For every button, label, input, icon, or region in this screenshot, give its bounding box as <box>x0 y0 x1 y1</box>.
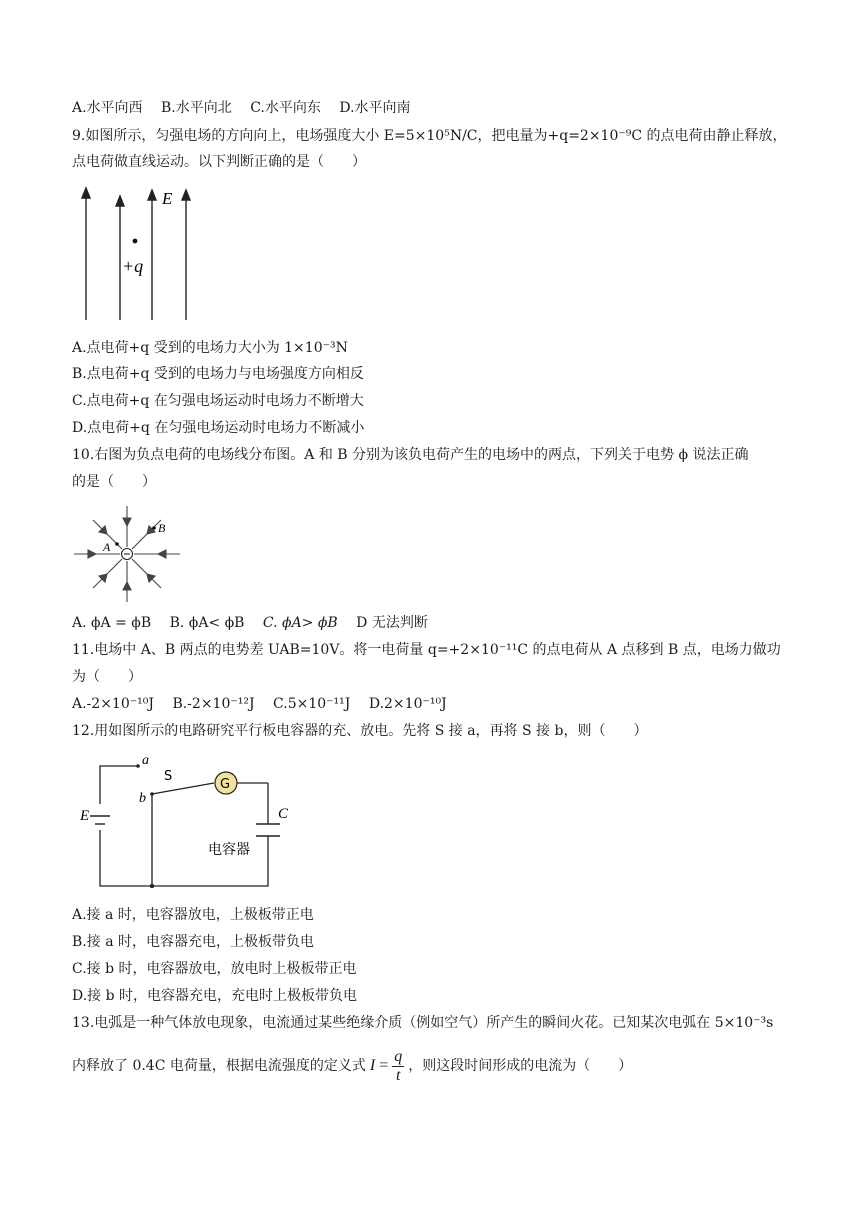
q10-field-figure <box>72 504 182 604</box>
q9-option-c: C.点电荷+q 在匀强电场运动时电场力不断增大 <box>72 393 364 409</box>
q9-stem-line2: 点电荷做直线运动。以下判断正确的是（ ） <box>72 154 366 170</box>
q8-option-b: B.水平向北 <box>161 100 232 116</box>
capacitor-caption: 电容器 <box>208 842 250 858</box>
q12-stem: 12.用如图所示的电路研究平行板电容器的充、放电。先将 S 接 a，再将 S 接 b，则（ ） <box>72 723 648 739</box>
formula-denominator: t <box>396 1066 401 1084</box>
q8-option-c: C.水平向东 <box>250 100 321 116</box>
formula-lhs: I <box>369 1057 376 1074</box>
q9-field-figure <box>72 186 212 320</box>
q9-option-d: D.点电荷+q 在匀强电场运动时电场力不断减小 <box>72 420 365 436</box>
point-b-dot <box>152 526 156 530</box>
q13-stem-line2 <box>72 1046 632 1086</box>
charge-dot <box>133 239 138 244</box>
point-b-label: B <box>158 521 166 535</box>
q12-circuit-figure <box>76 752 289 892</box>
q11-option-a: A.-2×10⁻¹⁰J <box>72 696 154 712</box>
q9-stem-line1: 9.如图所示，匀强电场的方向向上，电场强度大小 E=5×10⁵N/C，把电量为+q=2×10⁻⁹C 的点电荷由静止释放， <box>72 128 787 144</box>
q10-option-c: C. ϕA> ϕB <box>262 615 338 631</box>
field-label-e: E <box>162 189 173 208</box>
formula-numerator: q <box>394 1047 403 1065</box>
q9-option-a: A.点电荷+q 受到的电场力大小为 1×10⁻³N <box>72 340 348 356</box>
formula-equals: = <box>379 1057 389 1074</box>
formula-fraction <box>392 1048 404 1085</box>
q13-line2-prefix: 内释放了 0.4C 电荷量，根据电流强度的定义式 <box>72 1058 366 1074</box>
q11-stem-line1: 11.电场中 A、B 两点的电势差 UAB=10V。将一电荷量 q=+2×10⁻¹¹C 的点电荷从 A 点移到 B 点，电场力做功 <box>72 642 781 658</box>
q10-option-d: D 无法判断 <box>356 615 428 631</box>
q11-option-b: B.-2×10⁻¹²J <box>172 696 255 712</box>
battery-label-e: E <box>80 808 90 824</box>
point-a-dot <box>115 542 119 546</box>
point-a-label: A <box>103 540 111 554</box>
q10-stem-line1: 10.右图为负点电荷的电场线分布图。A 和 B 分别为该负电荷产生的电场中的两点，下列关于电势 ϕ 说法正确 <box>72 447 749 463</box>
q12-option-d: D.接 b 时，电容器充电，充电时上极板带负电 <box>72 988 358 1004</box>
q12-option-a: A.接 a 时，电容器放电，上极板带正电 <box>72 907 314 923</box>
q11-option-d: D.2×10⁻¹⁰J <box>368 696 447 712</box>
q9-option-b: B.点电荷+q 受到的电场力与电场强度方向相反 <box>72 366 364 382</box>
q12-option-b: B.接 a 时，电容器充电，上极板带负电 <box>72 934 314 950</box>
q11-option-c: C.5×10⁻¹¹J <box>273 696 351 712</box>
galvanometer-label: G <box>220 777 231 792</box>
q8-options <box>72 98 425 118</box>
switch-label-b: b <box>139 791 146 806</box>
q11-options <box>72 694 461 714</box>
q8-option-d: D.水平向南 <box>339 100 411 116</box>
capacitor-label-c: C <box>278 806 289 822</box>
switch-label-s: S <box>164 769 173 784</box>
q10-option-b: B. ϕA< ϕB <box>169 615 245 631</box>
q8-option-a: A.水平向西 <box>72 100 143 116</box>
q10-option-a: A. ϕA = ϕB <box>72 615 152 631</box>
q11-stem-line2: 为（ ） <box>72 669 142 685</box>
q10-options <box>72 613 442 633</box>
charge-label: +q <box>122 256 144 276</box>
q12-option-c: C.接 b 时，电容器放电，放电时上极板带正电 <box>72 961 357 977</box>
q13-stem-line1: 13.电弧是一种气体放电现象，电流通过某些绝缘介质（例如空气）所产生的瞬间火花。已知某次电弧在 5×10⁻³s <box>72 1015 774 1031</box>
q13-line2-suffix: ，则这段时间形成的电流为（ ） <box>408 1058 633 1074</box>
q10-stem-line2: 的是（ ） <box>72 474 156 490</box>
current-formula <box>370 1046 404 1086</box>
switch-label-a: a <box>142 753 149 768</box>
